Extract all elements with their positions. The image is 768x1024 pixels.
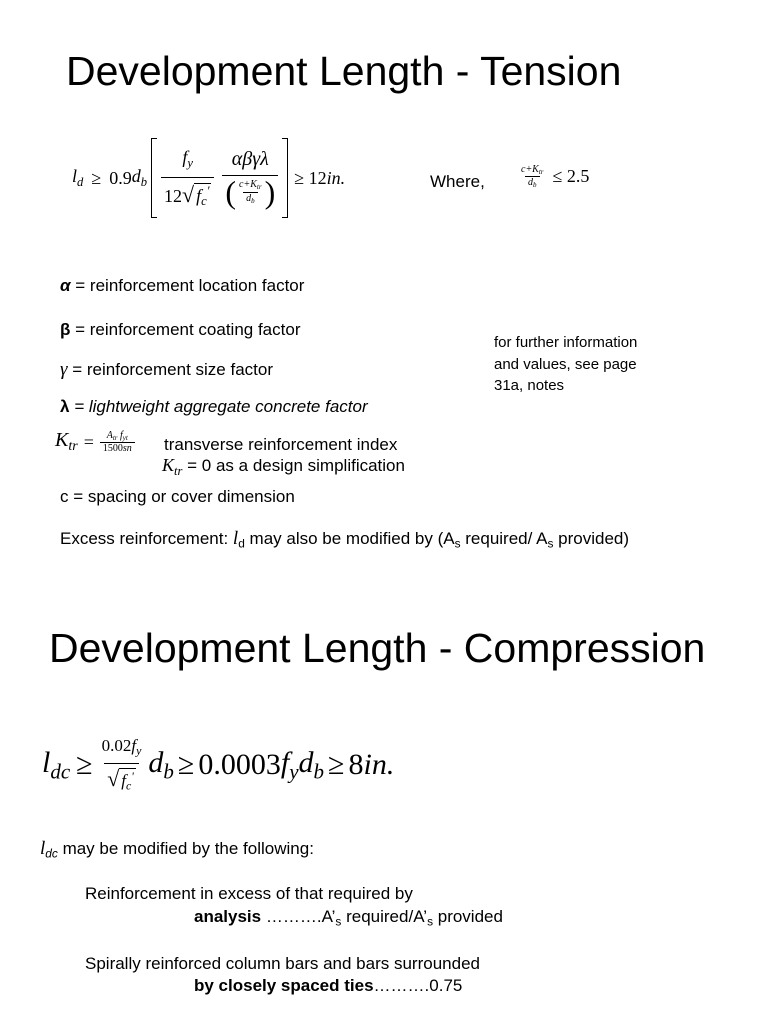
item2-line2: by closely spaced ties……….0.75	[194, 976, 463, 995]
greek-fraction: αβγλ ( $\frac{c+K_{tr}}{d_b}$ )	[222, 148, 278, 208]
item1-line2: analysis $\dots\dots\dots.A’_s$ required/$A’_s$ provided	[194, 907, 503, 929]
further-info-note: for further information and values, see page 31a, notes	[494, 334, 638, 394]
ktr-definition: transverse reinforcement index	[164, 435, 398, 454]
compression-title: Development Length - Compression	[49, 625, 706, 671]
ktr-simplification: $K_{tr} = 0$ as a design simplification	[162, 455, 405, 478]
alpha-definition: α = reinforcement location factor	[60, 276, 305, 295]
tension-formula	[72, 136, 345, 220]
c-definition: c = spacing or cover dimension	[60, 487, 295, 506]
item2-line1: Spirally reinforced column bars and bars surrounded	[85, 954, 480, 973]
ld-symbol: $l_d$	[72, 166, 84, 189]
excess-reinforcement: Excess reinforcement: $l_d$ may also be modified by ($A_s$ required/ $A_s$ provided)	[60, 528, 630, 551]
coefficient: 0.9	[109, 167, 132, 188]
ktr-formula: $K_{tr}$ = $\frac{A_{tr} f_{yt}}{1500sn}$	[55, 424, 135, 460]
ge-symbol: ≥	[91, 167, 102, 188]
db-symbol: $d_b$	[131, 166, 147, 189]
ldc-intro: $l_{dc}$ may be modified by the following:	[40, 838, 314, 861]
right-bracket	[282, 138, 288, 218]
where-label: Where,	[430, 172, 485, 191]
lambda-definition: λ = lightweight aggregate concrete factor	[60, 397, 368, 416]
unit-in: in.	[326, 167, 346, 188]
where-formula: $\frac{c+K_{tr}}{d_b}$ ≤ 2.5	[521, 164, 590, 190]
ge-12: ≥ 12	[294, 167, 327, 188]
fy-fraction: $\frac{f_y}{12√ f_c'}$	[161, 147, 214, 210]
gamma-definition: γ = reinforcement size factor	[60, 359, 274, 380]
item1-line1: Reinforcement in excess of that required by	[85, 884, 413, 903]
left-bracket	[151, 138, 157, 218]
beta-definition: β = reinforcement coating factor	[60, 320, 301, 339]
compression-formula: $l_{dc}$ ≥ $\frac{0.02f_y}{√ f_c'}$ $d_b$ ≥ 0.0003 $f_yd_b$ ≥ 8 in.	[42, 736, 395, 793]
tension-title: Development Length - Tension	[66, 48, 622, 94]
